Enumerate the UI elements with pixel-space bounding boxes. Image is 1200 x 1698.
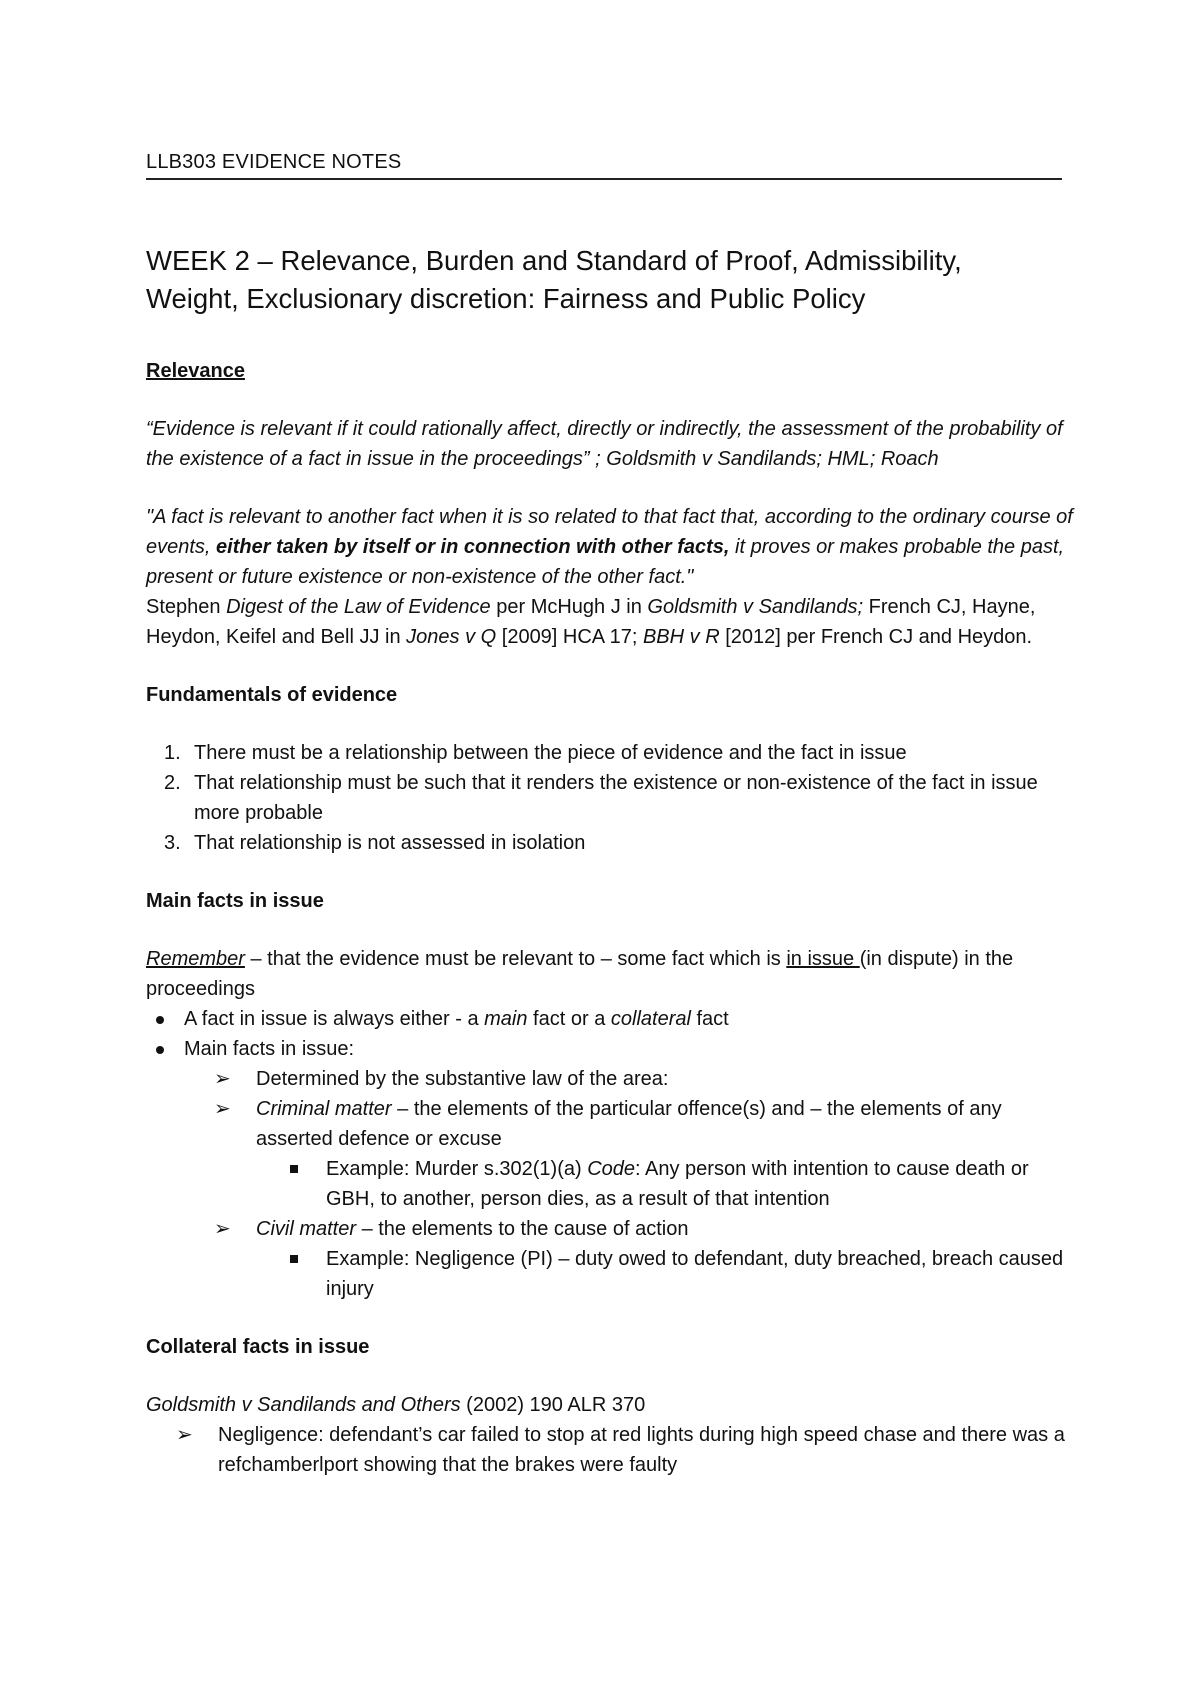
list-item: 1. There must be a relationship between the piece of evidence and the fact in issue [164,742,907,764]
fundamentals-heading: Fundamentals of evidence [146,684,398,706]
quote-part-2: it proves or makes probable the past, present or future existence or non-existence of the other fact." [146,536,1065,588]
square-bullet-icon [290,1165,298,1173]
relevance-definition-quote: “Evidence is relevant if it could rationally affect, directly or indirectly, the assessment of the probability of the existence of a fact in issue in the proceedings” ; Goldsmith v Sandilands; HML; Roach [146,418,1063,470]
list-item: ➢ Determined by the substantive law of the area: [146,1064,1076,1094]
week-title-line-1: WEEK 2 – Relevance, Burden and Standard of Proof, Admissibility, [146,245,962,276]
list-item: Example: Negligence (PI) – duty owed to defendant, duty breached, breach caused injury [146,1244,1076,1304]
fundamentals-list [146,738,1076,858]
cite-9: [2012] per French CJ and Heydon. [719,626,1033,648]
arrow-bullet-icon: ➢ [214,1098,231,1120]
remember-label: Remember [146,948,245,970]
list-item: 2. That relationship must be such that it renders the existence or non-existence of the fact in issue more probable [164,772,1038,824]
list-item: ➢ Civil matter – the elements to the cause of action Example: Negligence (PI) – duty owed to defendant, duty breached, breach caused injury [146,1214,1076,1304]
criminal-example-list [256,1154,1076,1214]
list-item: A fact in issue is always either - a main fact or a collateral fact [146,1004,1076,1034]
notes-body [146,356,1076,1480]
cite-8: BBH v R [642,626,720,648]
collateral-heading: Collateral facts in issue [146,1336,370,1358]
list-item: ➢ Negligence: defendant’s car failed to stop at red lights during high speed chase and there was a refchamberlport showing that the brakes were faulty [108,1420,1076,1480]
square-bullet-icon [290,1255,298,1263]
cite-6: Jones v Q [406,626,497,648]
arrow-bullet-icon: ➢ [214,1068,231,1090]
list-item: ➢ Criminal matter – the elements of the particular offence(s) and – the elements of any asserted defence or excuse Example: Murder s.302(1)(a) Code: Any person with intention to cause death or GBH, to another, person dies, as a result of that intention [146,1094,1076,1214]
cite-5: French CJ, Hayne, Heydon, Keifel and Bell JJ in [146,596,1036,648]
page-header: LLB303 EVIDENCE NOTES [146,150,1062,180]
bullet-icon [156,1016,164,1024]
collateral-list [146,1420,1076,1480]
arrow-bullet-icon: ➢ [214,1218,231,1240]
main-facts-sublist [184,1064,1076,1304]
case-citation: Goldsmith v Sandilands and Others (2002) 190 ALR 370 [146,1394,646,1416]
bullet-icon [156,1046,164,1054]
week-title-line-2: Weight, Exclusionary discretion: Fairness and Public Policy [146,283,866,314]
list-item: Main facts in issue: ➢ Determined by the substantive law of the area: ➢ Criminal matter – the elements of the particular offence(s) and – the elements of any asserted defence or excuse Example: Murder s.302(1)(a) Code: Any person with intention to cause death or GBH, to another, person dies, as a result of that intention ➢ Civil matter – the elements to the cause of action Example: Negligence (PI) – duty owed to defendant, duty breached, breach caused injury [146,1034,1076,1304]
cite-2: Digest of the Law of Evidence [226,596,491,618]
arrow-bullet-icon: ➢ [176,1424,193,1446]
remember-note: Remember – that the evidence must be relevant to – some fact which is in issue (in dispute) in the proceedings [146,948,1014,1000]
list-item: 3. That relationship is not assessed in isolation [164,832,586,854]
cite-4: Goldsmith v Sandilands; [647,596,864,618]
quote-bold-part: either taken by itself or in connection with other facts, [216,536,730,558]
main-facts-list [146,1004,1076,1304]
in-issue-underlined: in issue [786,948,860,970]
week-title [146,242,1076,318]
quote-part-1: "A fact is relevant to another fact when it is so related to that fact that, according to the ordinary course of events, [146,506,1073,558]
main-facts-heading: Main facts in issue [146,890,324,912]
list-item: Example: Murder s.302(1)(a) Code: Any person with intention to cause death or GBH, to another, person dies, as a result of that intention [146,1154,1076,1214]
civil-example-list [256,1244,1076,1304]
relevance-heading: Relevance [146,360,245,382]
stephen-quote [146,502,1076,652]
cite-1: Stephen [146,596,227,618]
cite-3: per McHugh J in [490,596,648,618]
cite-7: [2009] HCA 17; [496,626,643,648]
